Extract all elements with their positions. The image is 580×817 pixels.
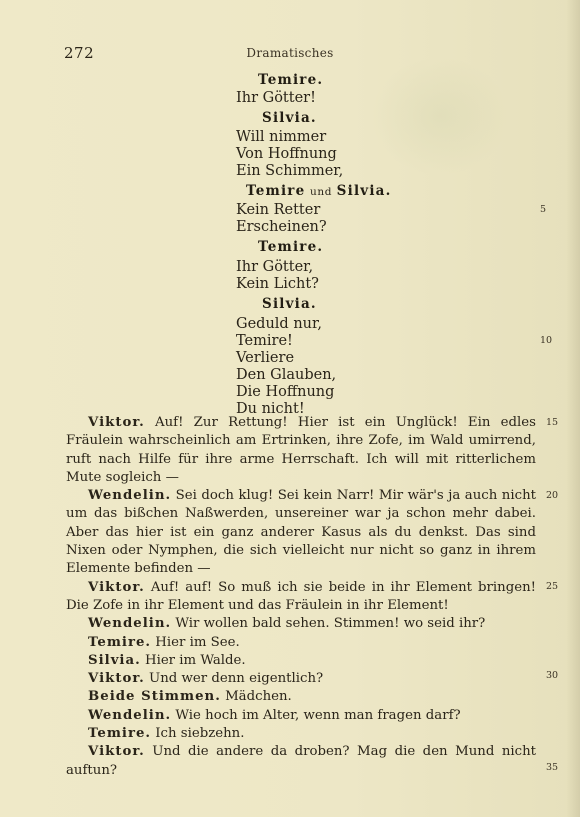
speaker-name: Temire	[246, 183, 306, 199]
speaker-name: Wendelin.	[88, 488, 172, 504]
verse-line: Will nimmer	[236, 129, 327, 145]
verse-line: Kein Retter	[236, 202, 321, 218]
line-number: 5	[540, 204, 547, 215]
verse-line: Die Hoffnung	[236, 384, 335, 400]
dialogue-text: Ich siebzehn.	[155, 726, 245, 742]
dialogue-paragraph	[66, 670, 536, 688]
dialogue-text: Und die andere da droben? Mag die den Mund nicht auftun?	[66, 744, 536, 778]
speaker-name: Temire.	[88, 726, 152, 742]
speaker-name: Silvia.	[336, 183, 392, 199]
verse-line: Temire!	[236, 333, 293, 349]
line-number: 35	[546, 762, 559, 773]
line-number: 10	[540, 335, 553, 346]
dialogue-paragraph	[66, 579, 536, 616]
line-number: 30	[546, 670, 559, 681]
dialogue-text: Wir wollen bald sehen. Stimmen! wo seid ihr?	[175, 616, 486, 632]
dialogue-text: Hier im See.	[155, 634, 240, 650]
dialogue-paragraph	[66, 743, 536, 780]
dialogue-text: Auf! auf! So muß ich sie beide in ihr Element bringen! Die Zofe in ihr Element und das Fräulein in ihr Element!	[66, 579, 536, 613]
speaker-name: Viktor.	[88, 744, 145, 760]
dialogue-text: Wie hoch im Alter, wenn man fragen darf?	[175, 707, 461, 723]
prose-section	[66, 414, 536, 780]
dialogue-paragraph	[66, 652, 536, 670]
page-header	[0, 44, 580, 64]
dialogue-text: Mädchen.	[225, 689, 292, 705]
page-number: 272	[64, 44, 95, 62]
dialogue-text: Und wer denn eigentlich?	[149, 671, 324, 687]
verse-line: Verliere	[236, 350, 295, 366]
verse-line: Ihr Götter!	[236, 90, 316, 106]
speaker-heading: Temire.	[258, 239, 324, 255]
speaker-heading: Silvia.	[262, 110, 317, 126]
running-head: Dramatisches	[246, 46, 334, 60]
speaker-name: Wendelin.	[88, 707, 172, 723]
verse-line: Du nicht!	[236, 401, 305, 417]
verse-line: Den Glauben,	[236, 367, 337, 383]
dialogue-paragraph	[66, 634, 536, 652]
conjunction: und	[310, 186, 333, 198]
verse-line: Kein Licht?	[236, 276, 319, 292]
line-number: 25	[546, 581, 559, 592]
dialogue-paragraph	[66, 615, 536, 633]
dialogue-text: Auf! Zur Rettung! Hier ist ein Unglück! Ein edles Fräulein wahrscheinlich am Ertrinken, ihre Zofe, im Wald umirrend, ruft nach Hilfe für ihre arme Herrschaft. Ich will mit ritterlichem Mute sogleich —	[66, 415, 536, 485]
speaker-name: Viktor.	[88, 415, 145, 430]
line-number: 20	[546, 490, 559, 501]
verse-line: Von Hoffnung	[236, 146, 337, 162]
paper-stain	[370, 56, 510, 176]
verse-line: Ihr Götter,	[236, 259, 314, 275]
speaker-name: Beide Stimmen.	[88, 689, 221, 705]
speaker-name: Temire.	[88, 634, 152, 650]
speaker-heading-combined	[246, 183, 392, 200]
dialogue-text: Hier im Walde.	[144, 652, 246, 668]
dialogue-text: Sei doch klug! Sei kein Narr! Mir wär's ja auch nicht um das bißchen Naßwerden, unsereiner war ja schon mehr dabei. Aber das hier ist ein ganz anderer Kasus als du denkst. Das sind Nixen oder Nymphen, die sich vielleicht nur nicht so ganz in ihrem Elemente befinden —	[66, 488, 536, 577]
verse-line: Erscheinen?	[236, 219, 327, 235]
speaker-name: Viktor.	[88, 579, 145, 595]
speaker-name: Silvia.	[88, 652, 141, 668]
dialogue-paragraph	[66, 487, 536, 578]
verse-line: Ein Schimmer,	[236, 163, 344, 179]
dialogue-paragraph	[66, 707, 536, 725]
speaker-name: Wendelin.	[88, 616, 172, 632]
speaker-heading: Temire.	[258, 72, 324, 88]
speaker-name: Viktor.	[88, 671, 145, 687]
dialogue-paragraph	[66, 414, 536, 487]
line-number: 15	[546, 417, 559, 428]
page-edge-shadow	[566, 0, 580, 817]
verse-line: Geduld nur,	[236, 316, 322, 332]
dialogue-paragraph	[66, 725, 536, 743]
speaker-heading: Silvia.	[262, 296, 317, 312]
dialogue-paragraph	[66, 688, 536, 706]
